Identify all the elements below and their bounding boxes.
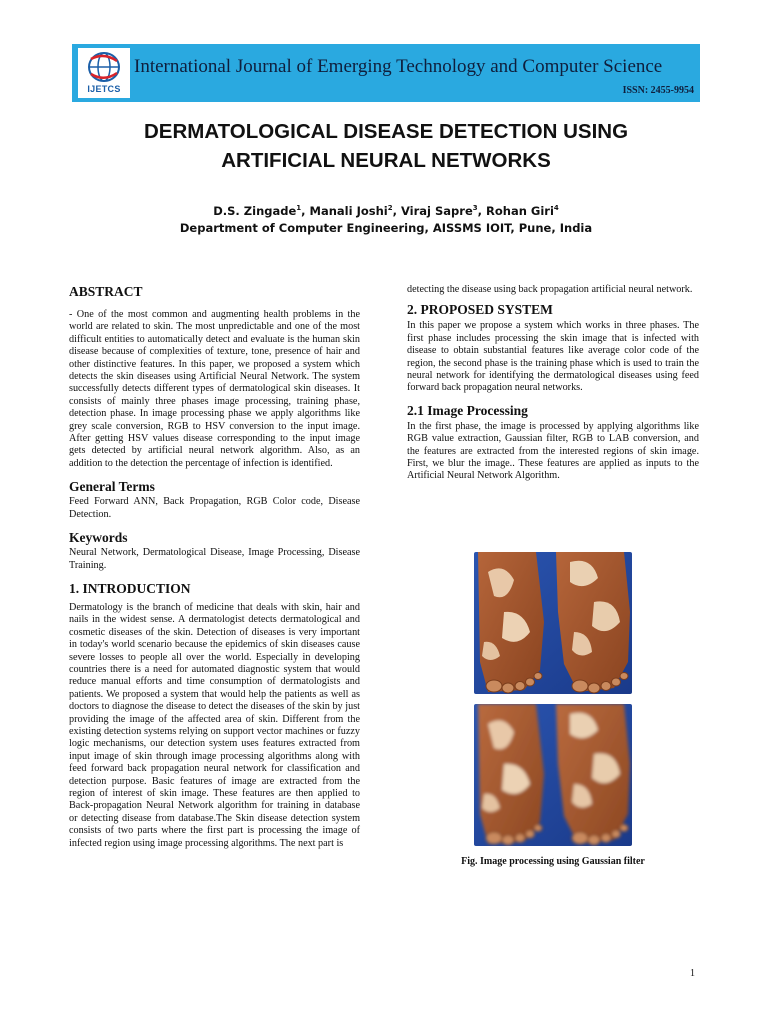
globe-icon bbox=[86, 50, 122, 84]
issn-label: ISSN: 2455-9954 bbox=[622, 85, 694, 96]
left-column bbox=[69, 284, 360, 850]
journal-logo bbox=[78, 48, 130, 98]
paper-title-line-1: DERMATOLOGICAL DISEASE DETECTION USING bbox=[143, 120, 629, 143]
introduction-text: Dermatology is the branch of medicine that deals with skin, hair and nails in the widest sense. A dermatologist detects dermatological and cosmetic diseases of the skin. Detection of diseases is very important in today's world scenario because the epidemics of skin diseases cause severe losses to people all over the world. Especially in developing countries there is a need for automated diagnostic system that would reduce manual efforts and time consumption of dermatologists and patients. We proposed a system that would help the patients as well as doctors to diagnose the disease to detect the diseases of the skin by just providing the image of the affected area of skin. Different from the existing detection systems relying on support vector machines or fuzzy logic mechanisms, our detection system uses features extracted from input image of skin through image processing algorithms along with feed forward back propagation neural network for classification and detection purpose. Basic features of image are extracted from the region of interest of skin image. These features are then applied to Back-propagation Neural Network algorithm for training in database or detecting disease from database.The Skin disease detection system consists of two parts where the first part is processing the image of infected region using image processing algorithms. The next part is bbox=[69, 601, 360, 849]
author-affiliation: Department of Computer Engineering, AISSMS IOIT, Pune, India bbox=[179, 221, 593, 235]
keywords-text: Neural Network, Dermatological Disease, Image Processing, Disease Training. bbox=[69, 547, 360, 571]
journal-banner bbox=[72, 44, 700, 102]
author-affiliation-mark: 4 bbox=[553, 204, 559, 213]
figure-caption: Fig. Image processing using Gaussian filter bbox=[461, 856, 645, 867]
author-affiliation-mark: 3 bbox=[472, 204, 478, 213]
paper-title-line-2: ARTIFICIAL NEURAL NETWORKS bbox=[221, 149, 551, 172]
feet-skin-photo-gaussian-filtered bbox=[474, 704, 632, 846]
abstract-heading: ABSTRACT bbox=[69, 284, 143, 299]
journal-title: International Journal of Emerging Technology and Computer Science bbox=[134, 56, 663, 77]
keywords-heading: Keywords bbox=[69, 530, 128, 546]
introduction-continued-text: detecting the disease using back propagation artificial neural network. bbox=[407, 284, 693, 295]
page-number: 1 bbox=[690, 968, 695, 979]
general-terms-text: Feed Forward ANN, Back Propagation, RGB Color code, Disease Detection. bbox=[69, 496, 360, 520]
author-name: Rohan Giri bbox=[486, 204, 554, 218]
author-name: Manali Joshi bbox=[309, 204, 388, 218]
feet-skin-photo-original bbox=[474, 552, 632, 694]
image-processing-heading: 2.1 Image Processing bbox=[407, 402, 528, 418]
author-list: D.S. Zingade$^1$, Manali Joshi$^2$, Viraj Sapre$^3$, Rohan Giri$^4$ bbox=[213, 204, 559, 218]
proposed-system-heading: 2. PROPOSED SYSTEM bbox=[407, 302, 553, 318]
abstract-text: - One of the most common and augmenting health problems in the world are related to skin. The most unpredictable and one of the most difficult entities to automatically detect and evaluate is the human skin disease because of complexities of texture, tone, presence of hair and other distinctive features. In this paper, we proposed a system which detects the skin diseases using Artificial Neural Network. The system successfully detects different types of dermatological skin diseases. It consists of mainly three phases image processing, training phase, detection phase. In image processing phase we apply algorithms like grey scale conversion, RGB to HSV conversion to the input image. After getting HSV values disease corresponding to the input image gets detected by artificial neural network algorithm. Also, as an addition to the detection the percentage of infection is identified. bbox=[69, 309, 360, 469]
paper-title bbox=[72, 117, 700, 175]
general-terms-heading: General Terms bbox=[69, 479, 155, 495]
introduction-heading: 1. INTRODUCTION bbox=[69, 580, 191, 596]
author-name: D.S. Zingade bbox=[213, 204, 297, 218]
logo-text: IJETCS bbox=[87, 84, 121, 94]
proposed-system-text: In this paper we propose a system which works in three phases. The first phase includes processing the skin image that is infected with disease to obtain substantial features like average color code of the region, the second phase is the training phase which is used to train the neural network for identifying the dermatological diseases using feed forward back propagation neural networks. bbox=[407, 320, 699, 394]
author-affiliation-mark: 1 bbox=[296, 204, 302, 213]
author-affiliation-mark: 2 bbox=[387, 204, 393, 213]
right-column bbox=[407, 284, 699, 483]
image-processing-text: In the first phase, the image is processed by applying algorithms like RGB value extraction, Gaussian filter, RGB to LAB conversion, and the features are extracted from the interested regions of skin image. First, we blur the image.. These features are applied as inputs to the Artificial Neural Network Algorithm. bbox=[407, 420, 699, 482]
author-name: Viraj Sapre bbox=[400, 204, 473, 218]
